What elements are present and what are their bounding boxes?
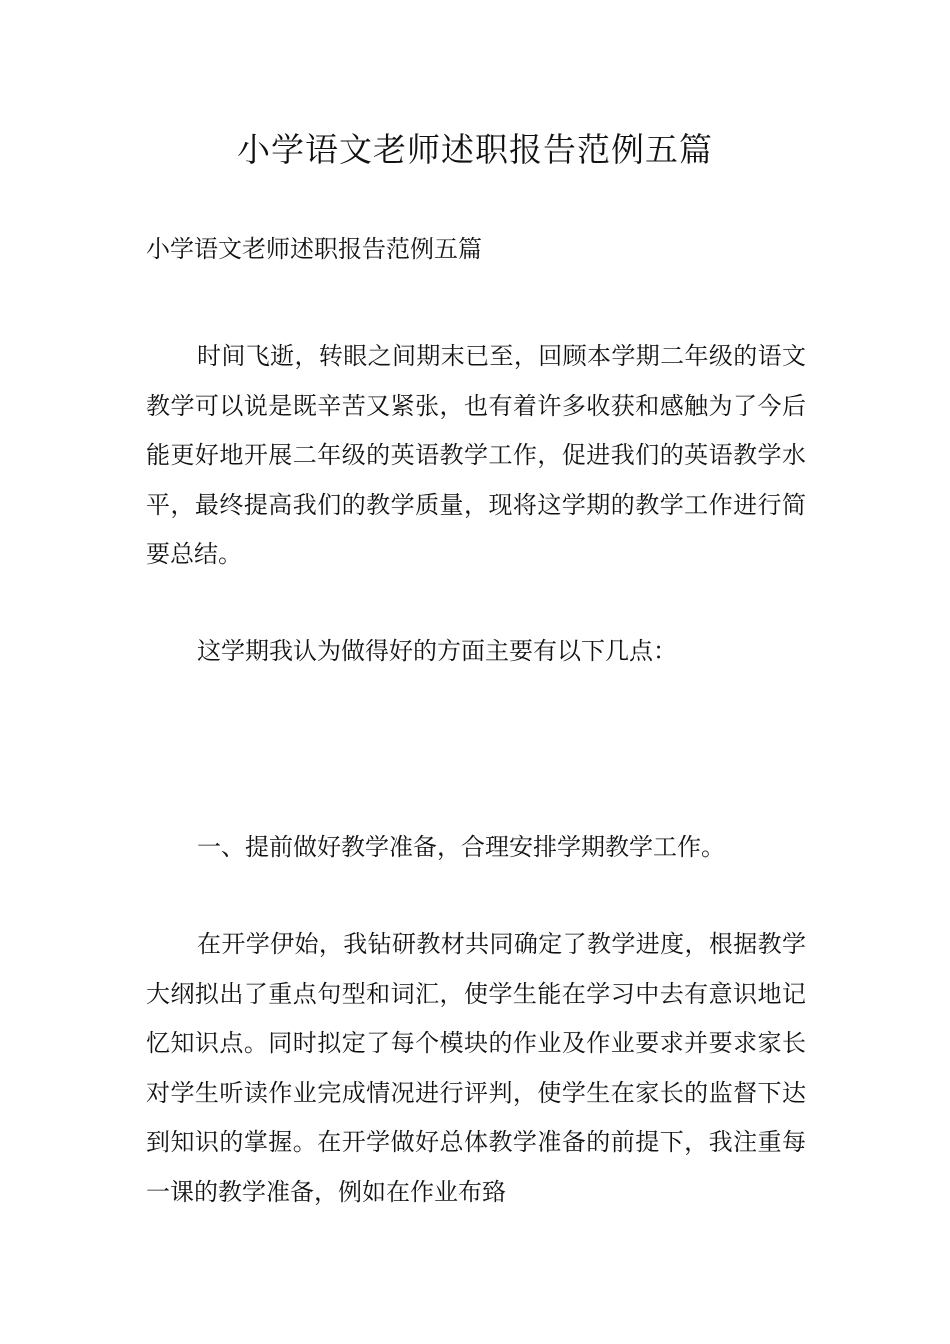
document-subtitle: 小学语文老师述职报告范例五篇 [146, 235, 482, 263]
document-title: 小学语文老师述职报告范例五篇 [237, 130, 713, 169]
paragraph-intro: 时间飞逝，转眼之间期末已至，回顾本学期二年级的语文教学可以说是既辛苦又紧张，也有着许多收获和感触为了今后能更好地开展二年级的英语教学工作，促进我们的英语教学水平，最终提高我们的教学质量，现将这学期的教学工作进行简要总结。 [146, 342, 806, 568]
paragraph-section-1-body: 在开学伊始，我钻研教材共同确定了教学进度，根据教学大纲拟出了重点句型和词汇，使学生能在学习中去有意识地记忆知识点。同时拟定了每个模块的作业及作业要求并要求家长对学生听读作业完成情况进行评判，使学生在家长的监督下达到知识的掌握。在开学做好总体教学准备的前提下，我注重每一课的教学准备，例如在作业布臵 [146, 930, 806, 1206]
section-heading-1: 一、提前做好教学准备，合理安排学期教学工作。 [197, 833, 725, 861]
paragraph-summary-lead: 这学期我认为做得好的方面主要有以下几点： [197, 637, 677, 665]
